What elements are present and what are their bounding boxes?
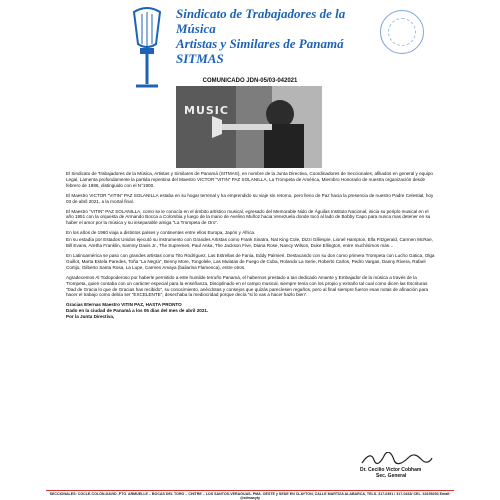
organization-name (176, 6, 366, 66)
paragraph-2: El Maestro VICTOR “VITIN” PAZ SOLANILLA estaba en su hogar terrenal y ha emprendido su viaje sin retorno, pero lleno de Paz hacia la presencia de nuestro Padre Celestial, hoy 03 de abril 2021, a la mortal final. (66, 192, 434, 204)
handwritten-signature-icon (360, 452, 434, 466)
org-acronym: SITMAS (176, 51, 224, 66)
closing-line-3: Por la Junta Directiva, (66, 314, 115, 320)
photo-sign: MUSIC (184, 104, 229, 117)
closing-line-1: Gracias Eternas Maestro VITIN PAZ, HASTA PRONTO (66, 302, 182, 308)
paragraph-7: Agradecemos Al Todopoderoso por haberle permitido a este humilde terruño Panamá, el habernos prestado a tan dedicado Amante y Embajador de la música a través de la Trompeta, quien contaba con un carácter especial para la enseñanza, Disciplinado en el campo musical, siempre tenía con los propio y extraño tal cual como dicen las Escrituras “Dad de Gracia lo que de Gracias has recibido”, su conocimiento, anécdotas y consejos que quizás parecíesen regaños, pero al final siempre fueron esas notas de afinación para hacer el trabajo como debía ser “EXCELENTE”, desechaba la mediocridad porque decía “si lo vas a hacer hazlo bien”. (66, 274, 429, 298)
org-name-line-1: Sindicato de Trabajadores de la Música (176, 6, 346, 36)
official-seal-icon (380, 10, 424, 54)
letter-body (66, 171, 436, 320)
communique-id: COMUNICADO JDN-05/03-042021 (202, 78, 298, 84)
signature-block (360, 452, 460, 479)
footer-contact: SECCIONALES: COCLE-COLÓN-DAVID -PTO. ARMUELLE – BOCAS DEL TORO – CHITRE – LOS SANTOS-VERAGUAS- PMA. OESTE y SEDE EN CLAYTON, CALLE MARTIZA ALABARCA, TELS. 317-0391 / 317-0433/ CEL. 63159253 Email: @sitmasyty (46, 490, 454, 500)
paragraph-6: En Latinoamérica se paso con grandes artistas como Tito Rodríguez, Las Estrellas de Fania, Eddy Palmieri. Destacando con su don como primera Trompeta con Lucho Gatica, Olga Guillot, Marta Estela Paredes, Toña “La Negra”, Benny More, Tongolele, Las Mulatas de Fuego de Cuba, Rolando La Serie, Roberto Carlos, Pedro Vargas, Danny Rivera, Rafael Cortijo, Gilberto Santa Rosa, La Lupe, Carmen Amaya (bailarina Flamenca), entre otros. (66, 252, 435, 270)
org-name-line-2: Artistas y Similares de Panamá (176, 36, 344, 51)
trumpet-player-image (176, 86, 322, 168)
musician-photo (176, 86, 322, 168)
signatory-name: Dr. Cecilio Victor Cobham (360, 467, 422, 473)
paragraph-3: El Maestro “VITIN” PAZ SOLANILLA, como se le conocía en el ámbito artístico musical, egresado del Memorable Nido de Águilas Instituto Nacional, inicia su periplo musical en el año 1951 con la orquesta de Armando Bocca a Colombia y luego de la mano de Avelino Muñoz hacia Venezuela donde tocó al lado de Bobby Capo para nunca mas detener en su haber el amor por la música y su inseparable amiga “La Trompeta de Oro”. (66, 208, 431, 226)
closing-line-2: Dado en la ciudad de Panamá a los 05 días del mes de abril 2021. (66, 308, 209, 314)
paragraph-5: En su estadía por Estados Unidos ejecutó su instrumento con Grandes Artistas como Frank Sinatra, Nat King Cole, Dizzi Gillespie, Lionel Hampton, Ella Fitzgerald, Carmen McRae, Bill Evans, Aretha Franklin, Sammy Davis Jr., The Supremes, Paul Anka, The Jackson Five, Diana Rose, Nancy Wilson, Duke Ellington, entre muchísimos más… (66, 237, 433, 249)
paragraph-1: El Sindicato de Trabajadores de la Música, Artistas y Similares de Panamá (SITMAS), en nombre de la Junta Directiva, Coordinadores de Seccionales, afiliados en general y equipo Legal, Lamenta profundamente la partida repentina del Maestro VICTOR “VITIN” PAZ SOLANILLA, La Trompeta de América, Miembro Honorario de nuestra organización desde febrero de 1986, distinguido con el N°1900. (66, 171, 433, 188)
signatory-role: Sec. General (376, 473, 407, 479)
paragraph-4: En los años de 1960 viaja a distintos países y continentes entre ellos Europa, Japón y África. (66, 230, 256, 236)
